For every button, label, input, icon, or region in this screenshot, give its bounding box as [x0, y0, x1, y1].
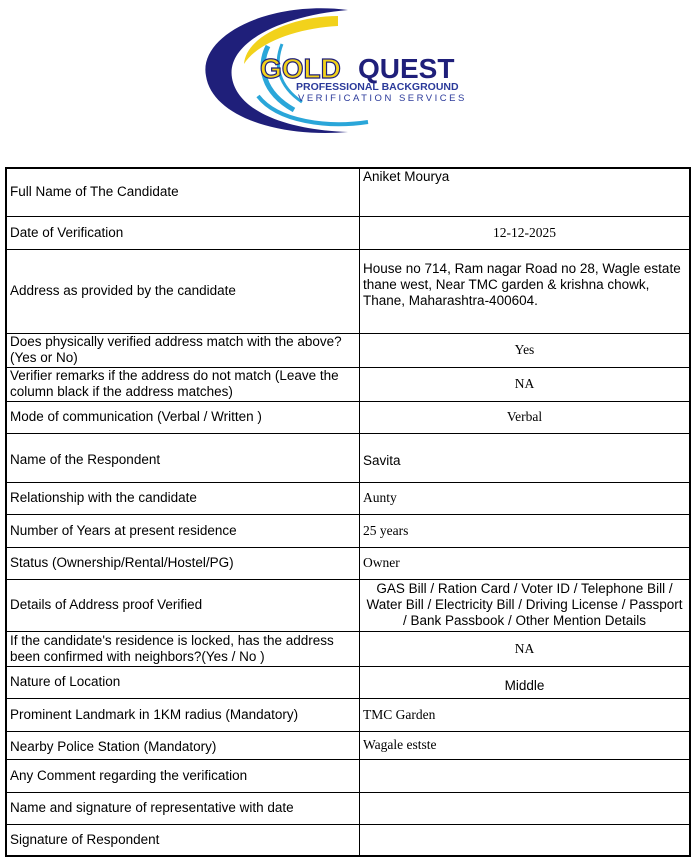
table-row	[6, 367, 690, 401]
row-label: Name of the Respondent	[6, 433, 360, 482]
table-row	[6, 168, 690, 216]
row-label: Nearby Police Station (Mandatory)	[6, 731, 360, 759]
row-label: Full Name of The Candidate	[6, 168, 360, 216]
table-row	[6, 333, 690, 367]
table-row	[6, 249, 690, 333]
table-row	[6, 824, 690, 856]
row-value	[360, 824, 691, 856]
row-label: Name and signature of representative with date	[6, 792, 360, 824]
table-row	[6, 731, 690, 759]
row-value: 25 years	[360, 514, 691, 547]
logo-tagline-2: VERIFICATION SERVICES	[298, 93, 467, 104]
row-label: Relationship with the candidate	[6, 482, 360, 514]
row-value	[360, 759, 691, 792]
row-value: TMC Garden	[360, 698, 691, 731]
row-value: Yes	[360, 333, 691, 367]
logo-brand-gold: GOLD	[260, 53, 341, 84]
table-row	[6, 666, 690, 698]
row-value: Savita	[360, 433, 691, 482]
row-label: Status (Ownership/Rental/Hostel/PG)	[6, 547, 360, 579]
table-row	[6, 216, 690, 249]
row-value: NA	[360, 631, 691, 666]
row-label: If the candidate's residence is locked, has the address been confirmed with neighbors?(Yes / No )	[6, 631, 360, 666]
table-row	[6, 698, 690, 731]
logo-tagline-1: PROFESSIONAL BACKGROUND	[296, 81, 459, 93]
goldquest-logo	[198, 6, 498, 138]
verification-form-table	[5, 167, 691, 857]
row-value: NA	[360, 367, 691, 401]
row-value: Verbal	[360, 401, 691, 433]
row-value: Owner	[360, 547, 691, 579]
table-row	[6, 579, 690, 631]
table-row	[6, 482, 690, 514]
table-row	[6, 547, 690, 579]
row-value	[360, 792, 691, 824]
row-label: Signature of Respondent	[6, 824, 360, 856]
table-row	[6, 401, 690, 433]
row-value: 12-12-2025	[360, 216, 691, 249]
row-value: House no 714, Ram nagar Road no 28, Wagle estate thane west, Near TMC garden & krishna chowk, Thane, Maharashtra-400604.	[360, 249, 691, 333]
logo-brand-quest: QUEST	[358, 53, 455, 84]
row-value: Middle	[360, 666, 691, 698]
row-label: Does physically verified address match with the above?(Yes or No)	[6, 333, 360, 367]
row-label: Number of Years at present residence	[6, 514, 360, 547]
row-label: Any Comment regarding the verification	[6, 759, 360, 792]
row-value: Aniket Mourya	[360, 168, 691, 216]
table-row	[6, 631, 690, 666]
row-label: Nature of Location	[6, 666, 360, 698]
row-label: Prominent Landmark in 1KM radius (Mandatory)	[6, 698, 360, 731]
row-label: Date of Verification	[6, 216, 360, 249]
table-row	[6, 433, 690, 482]
row-value: Wagale estste	[360, 731, 691, 759]
table-row	[6, 514, 690, 547]
table-row	[6, 792, 690, 824]
row-value: Aunty	[360, 482, 691, 514]
row-value: GAS Bill / Ration Card / Voter ID / Telephone Bill / Water Bill / Electricity Bill / Driving License / Passport / Bank Passbook / Other Mention Details	[360, 579, 691, 631]
row-label: Verifier remarks if the address do not match (Leave the column black if the address matches)	[6, 367, 360, 401]
row-label: Details of Address proof Verified	[6, 579, 360, 631]
row-label: Mode of communication (Verbal / Written )	[6, 401, 360, 433]
table-row	[6, 759, 690, 792]
row-label: Address as provided by the candidate	[6, 249, 360, 333]
